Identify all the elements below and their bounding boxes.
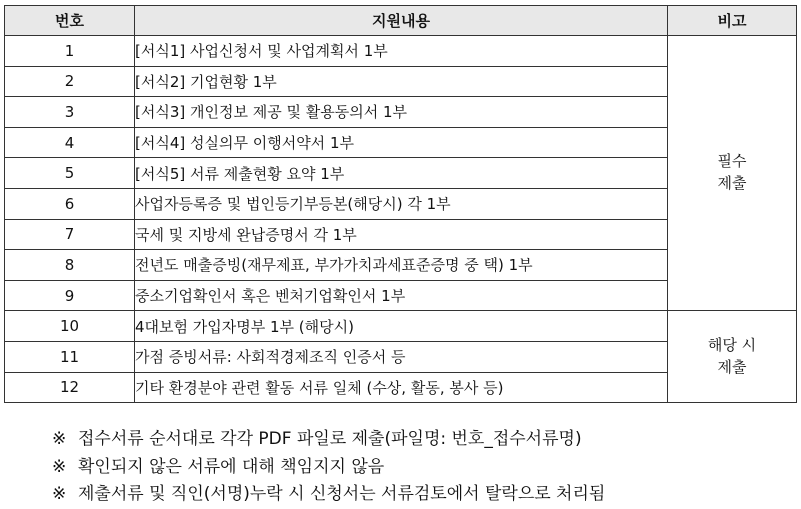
note-item (52, 454, 605, 482)
table-header-row (5, 6, 797, 36)
row-content: [서식1] 사업신청서 및 사업계획서 1부 (135, 36, 668, 67)
row-number: 11 (5, 341, 135, 372)
reference-mark-icon: ※ (52, 484, 67, 504)
row-number: 9 (5, 280, 135, 311)
note-text: 확인되지 않은 서류에 대해 책임지지 않음 (78, 456, 385, 477)
row-content: [서식3] 개인정보 제공 및 활용동의서 1부 (135, 97, 668, 128)
row-content: [서식4] 성실의무 이행서약서 1부 (135, 127, 668, 158)
row-number: 8 (5, 250, 135, 281)
row-content: [서식2] 기업현황 1부 (135, 66, 668, 97)
row-number: 12 (5, 372, 135, 403)
row-number: 4 (5, 127, 135, 158)
row-number: 2 (5, 66, 135, 97)
row-content: 사업자등록증 및 법인등기부등본(해당시) 각 1부 (135, 188, 668, 219)
note-if-applicable (668, 311, 797, 403)
row-number: 10 (5, 311, 135, 342)
row-number: 1 (5, 36, 135, 67)
note-if-applicable-line2: 제출 (717, 357, 747, 376)
row-content: 기타 환경분야 관련 활동 서류 일체 (수상, 활동, 봉사 등) (135, 372, 668, 403)
table-row (5, 311, 797, 342)
header-number: 번호 (5, 6, 135, 36)
row-content: 4대보험 가입자명부 1부 (해당시) (135, 311, 668, 342)
row-number: 3 (5, 97, 135, 128)
row-content: 국세 및 지방세 완납증명서 각 1부 (135, 219, 668, 250)
note-required-line2: 제출 (717, 174, 747, 193)
note-required-line1: 필수 (717, 152, 747, 171)
table-row (5, 36, 797, 67)
reference-mark-icon: ※ (52, 429, 67, 449)
reference-mark-icon: ※ (52, 456, 67, 477)
row-number: 7 (5, 219, 135, 250)
row-number: 5 (5, 158, 135, 189)
note-text: 접수서류 순서대로 각각 PDF 파일로 제출(파일명: 번호_접수서류명) (78, 429, 582, 449)
header-note: 비고 (668, 6, 797, 36)
note-item (52, 426, 605, 454)
row-content: 전년도 매출증빙(재무제표, 부가가치과세표준증명 중 택) 1부 (135, 250, 668, 281)
submission-documents-table (4, 5, 797, 403)
row-number: 6 (5, 188, 135, 219)
note-text: 제출서류 및 직인(서명)누락 시 신청서는 서류검토에서 탈락으로 처리됨 (78, 484, 606, 504)
row-content: 가점 증빙서류: 사회적경제조직 인증서 등 (135, 341, 668, 372)
note-required (668, 36, 797, 311)
row-content: 중소기업확인서 혹은 벤처기업확인서 1부 (135, 280, 668, 311)
note-item (52, 481, 605, 509)
header-content: 지원내용 (135, 6, 668, 36)
note-if-applicable-line1: 해당 시 (707, 335, 757, 354)
notes-section (52, 426, 605, 509)
row-content: [서식5] 서류 제출현황 요약 1부 (135, 158, 668, 189)
